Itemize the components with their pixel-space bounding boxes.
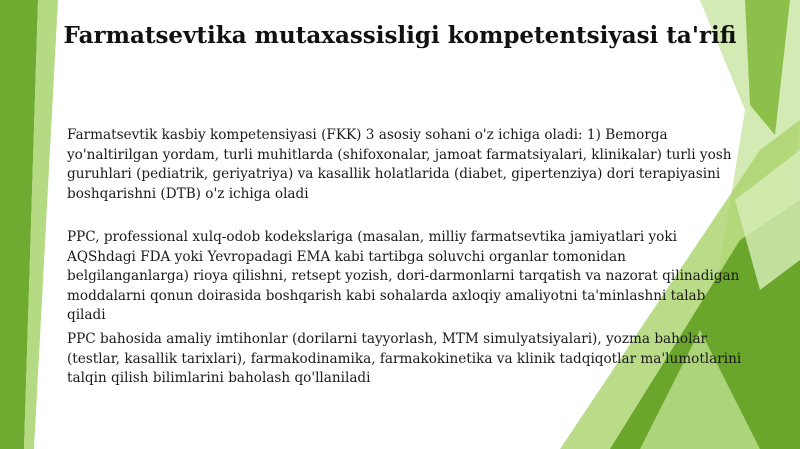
- paragraph-assessment: PPC bahosida amaliy imtihonlar (dorilarni tayyorlash, MTM simulyatsiyalari), yozma baholar (testlar, kasallik tarixlari), farmakodinamika, farmakokinetika va klinik tadqiqotlar ma'lumotlarini talqin qilish bilimlarini baholash qo'llaniladi: [67, 331, 742, 387]
- paragraph-professional-conduct: PPC, professional xulq-odob kodekslariga (masalan, milliy farmatsevtika jamiyatlari yoki AQShdagi FDA yoki Yevropadagi EMA kabi tartibga soluvchi organlar tomonidan belgilanganlarga) rioya qilishni, retsept yozish, dori-darmonlarni tarqatish va nazorat qilinadigan moddalarni qonun doirasida boshqarish kabi sohalarda axloqiy amaliyotni ta'minlashni talab qiladi: [67, 229, 740, 324]
- paragraph-competency-areas: Farmatsevtik kasbiy kompetensiyasi (FKK) 3 asosiy sohani o'z ichiga oladi: 1) Bemorga yo'naltirilgan yordam, turli muhitlarda (shifoxonalar, jamoat farmatsiyalari, klinikalar) turli yosh guruhlari (pediatrik, geriyatriya) va kasallik holatlarida (diabet, gipertenziya) dori terapiyasini boshqarishni (DTB) o'z ichiga oladi: [67, 127, 732, 202]
- slide-title: Farmatsevtika mutaxassisligi kompetentsiyasi ta'rifi: [63, 22, 737, 49]
